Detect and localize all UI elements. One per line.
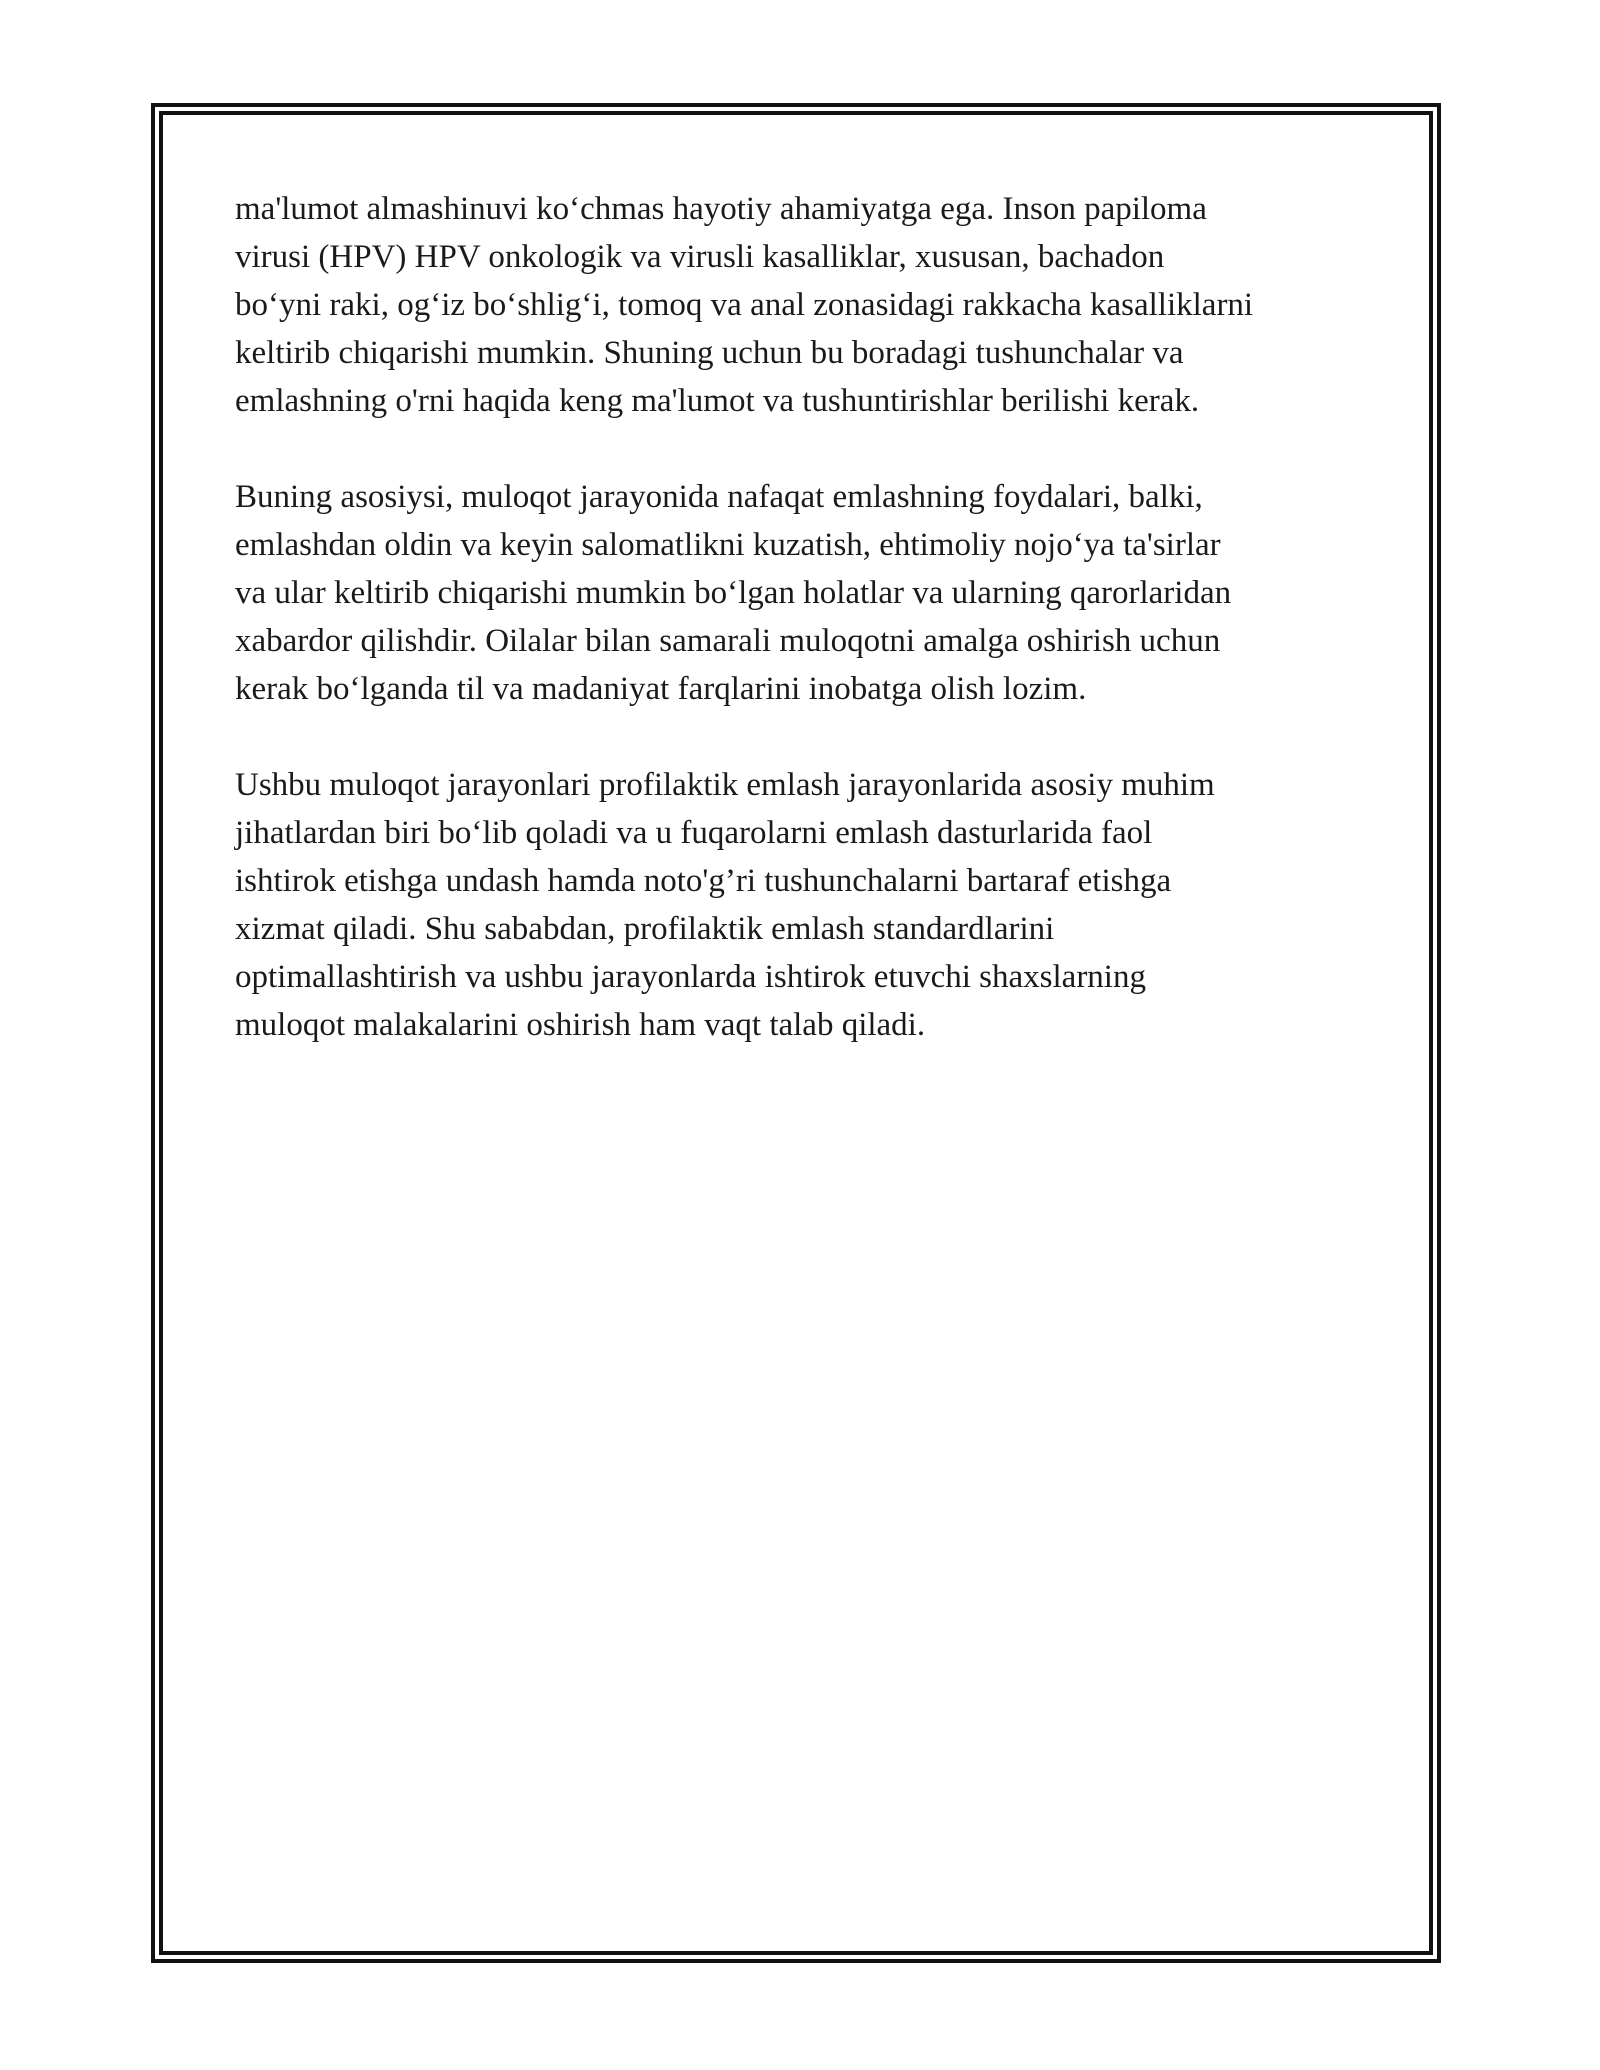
document-body [235,185,1375,1097]
text-line: jihatlardan biri bo‘lib qoladi va u fuqarolarni emlash dasturlarida faol [235,815,1153,851]
text-line: xabardor qilishdir. Oilalar bilan samarali muloqotni amalga oshirish uchun [235,623,1221,659]
text-line: emlashning o'rni haqida keng ma'lumot va tushuntirishlar berilishi kerak. [235,383,1200,419]
text-line: emlashdan oldin va keyin salomatlikni kuzatish, ehtimoliy nojo‘ya ta'sirlar [235,527,1221,563]
text-line: Buning asosiysi, muloqot jarayonida nafaqat emlashning foydalari, balki, [235,479,1203,515]
text-line: optimallashtirish va ushbu jarayonlarda ishtirok etuvchi shaxslarning [235,959,1146,995]
text-line: xizmat qiladi. Shu sababdan, profilaktik emlash standardlarini [235,911,1055,947]
text-line: kerak bo‘lganda til va madaniyat farqlarini inobatga olish lozim. [235,671,1087,707]
text-line: ma'lumot almashinuvi ko‘chmas hayotiy ahamiyatga ega. Inson papiloma [235,191,1207,227]
text-line: va ular keltirib chiqarishi mumkin bo‘lgan holatlar va ularning qarorlaridan [235,575,1232,611]
paragraph-3 [235,761,1375,1049]
text-line: virusi (HPV) HPV onkologik va virusli kasalliklar, xususan, bachadon [235,239,1165,275]
text-line: muloqot malakalarini oshirish ham vaqt talab qiladi. [235,1007,926,1043]
text-line: ishtirok etishga undash hamda noto'g’ri tushunchalarni bartaraf etishga [235,863,1172,899]
text-line: Ushbu muloqot jarayonlari profilaktik emlash jarayonlarida asosiy muhim [235,767,1215,803]
paragraph-1 [235,185,1375,425]
text-line: bo‘yni raki, og‘iz bo‘shlig‘i, tomoq va anal zonasidagi rakkacha kasalliklarni [235,287,1254,323]
text-line: keltirib chiqarishi mumkin. Shuning uchun bu boradagi tushunchalar va [235,335,1184,371]
paragraph-2 [235,473,1375,713]
